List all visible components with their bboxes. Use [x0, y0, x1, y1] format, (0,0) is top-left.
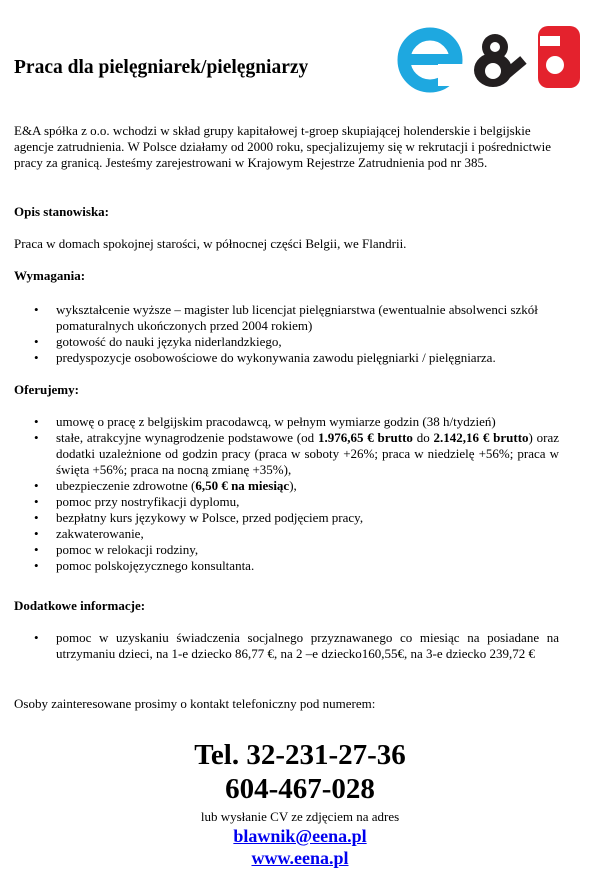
phone-number-1: Tel. 32-231-27-36: [194, 739, 406, 771]
logo-amp-hole2: [485, 63, 501, 79]
list-item: • predyspozycje osobowościowe do wykonywania zawodu pielęgniarki / pielęgniarza.: [14, 350, 559, 366]
insurance-cost: 6,50 € na miesiąc: [195, 478, 290, 493]
company-intro: E&A spółka z o.o. wchodzi w skład grupy kapitałowej t-groep skupiającej holenderskie i belgijskie agencje zatrudnienia. W Polsce działamy od 2000 roku, specjalizujemy się w rekrutacji i pośrednictwie pracy za granicą. Jesteśmy zarejestrowani w Krajowym Rejestrze Zatrudnienia pod nr 385.: [14, 123, 552, 170]
logo-a-notch: [540, 36, 560, 46]
list-item: • pomoc przy nostryfikacji dyplomu,: [14, 494, 559, 510]
logo-ampersand: [474, 34, 527, 87]
additional-info-heading: Dodatkowe informacje:: [14, 598, 146, 613]
offer-list: [14, 414, 559, 574]
salary-item: [14, 430, 559, 478]
offer-heading: Oferujemy:: [14, 382, 79, 397]
email-link[interactable]: blawnik@eena.pl: [233, 826, 367, 846]
list-item: • umowę o pracę z belgijskim pracodawcą, w pełnym wymiarze godzin (38 h/tydzień): [14, 414, 559, 430]
salary-text-mid: do: [412, 430, 434, 445]
logo-amp-hole1: [490, 42, 500, 52]
logo-e: [404, 34, 466, 86]
requirements-list: [14, 302, 559, 366]
company-logo: [392, 4, 592, 104]
insurance-text-post: ),: [289, 478, 297, 493]
list-item: • zakwaterowanie,: [14, 526, 559, 542]
logo-a: [538, 26, 580, 88]
list-item: • pomoc polskojęzycznego konsultanta.: [14, 558, 559, 574]
list-item: • pomoc w uzyskaniu świadczenia socjalnego przyznawanego co miesiąc na posiadane na utrzymaniu dzieci, na 1-e dziecko 86,77 €, na 2 –e dziecko160,55€, na 3-e dziecko 239,72 €: [14, 630, 559, 662]
additional-info-list: [14, 630, 559, 662]
logo-a-hole: [546, 56, 564, 74]
job-description-heading: Opis stanowiska:: [14, 204, 109, 219]
contact-request: Osoby zainteresowane prosimy o kontakt telefoniczny pod numerem:: [14, 696, 376, 711]
insurance-item: [14, 478, 559, 494]
salary-text-post: ) oraz dodatki uzależnione od godzin pracy (praca w soboty +26%; praca w niedzielę +56%; praca w święta +56%; praca na nocną zmianę +35%),: [56, 430, 560, 477]
logo-e-bar: [404, 54, 454, 65]
cv-instruction: lub wysłanie CV ze zdjęciem na adres: [200, 809, 400, 824]
salary-min: 1.976,65 € brutto: [317, 430, 413, 445]
phone-number-2: 604-467-028: [225, 773, 375, 805]
list-item: • wykształcenie wyższe – magister lub licencjat pielęgniarstwa (ewentualnie absolwenci szkół pomaturalnych ukończonych przed 2004 rokiem): [14, 302, 559, 334]
list-item: • bezpłatny kurs językowy w Polsce, przed podjęciem pracy,: [14, 510, 559, 526]
job-description-text: Praca w domach spokojnej starości, w północnej części Belgii, we Flandrii.: [14, 236, 407, 251]
list-item: • pomoc w relokacji rodziny,: [14, 542, 559, 558]
list-item: • gotowość do nauki języka niderlandzkiego,: [14, 334, 559, 350]
salary-text-pre: stałe, atrakcyjne wynagrodzenie podstawowe (od: [56, 430, 318, 445]
contact-block: [0, 738, 600, 869]
salary-max: 2.142,16 € brutto: [433, 430, 529, 445]
logo-e-cut: [438, 64, 466, 86]
requirements-heading: Wymagania:: [14, 268, 86, 283]
insurance-text-pre: ubezpieczenie zdrowotne (: [56, 478, 196, 493]
website-link[interactable]: www.eena.pl: [251, 848, 349, 868]
page-title: Praca dla pielęgniarek/pielęgniarzy: [14, 57, 309, 78]
